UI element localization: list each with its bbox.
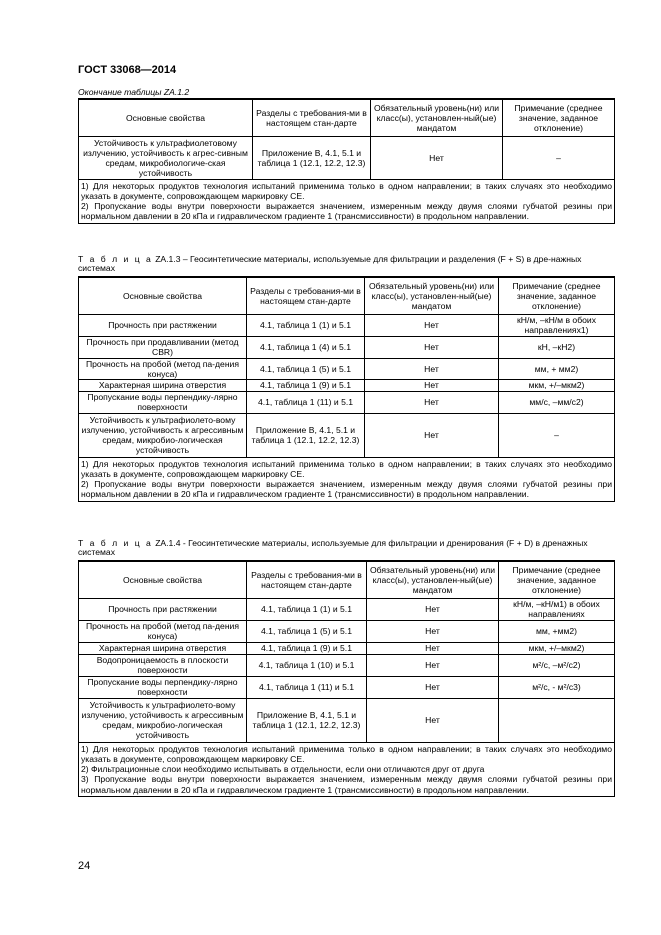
footnote: 2) Фильтрационные слои необходимо испытывать в отдельности, если они отличаются друг от друга xyxy=(81,764,485,775)
cell: Нет xyxy=(365,336,499,358)
page-number: 24 xyxy=(78,860,91,872)
table-notes xyxy=(79,457,615,501)
cell: Нет xyxy=(365,379,499,391)
cell: 4.1, таблица 1 (9) и 5.1 xyxy=(247,642,367,654)
caption-prefix: Т а б л и ц а xyxy=(78,254,153,264)
cell: Прочность на пробой (метод па-дения конуса) xyxy=(79,620,247,642)
cell: Устойчивость к ультрафиолето-вому излучению, устойчивость к агрессивным средам, микробио-логическая устойчивость xyxy=(79,698,247,742)
footnote: 2) Пропускание воды внутри поверхности выражается значением, измеренным между двумя слоями губчатой резины при нормальном давлении в 20 кПа и гидравлическом градиенте 1 (трансмиссивности) в продольном направлении. xyxy=(81,479,612,500)
cell: 4.1, таблица 1 (1) и 5.1 xyxy=(247,314,365,336)
cell: Приложение B, 4.1, 5.1 и таблица 1 (12.1, 12.2, 12.3) xyxy=(247,413,365,457)
cell: Пропускание воды перпендику-лярно поверхности xyxy=(79,391,247,413)
footnote: 1) Для некоторых продуктов технология испытаний применима только в одном направлении; в таких случаях это необходимо указать в документе, сопровождающем маркировку CE. xyxy=(81,743,612,764)
table-notes xyxy=(79,742,615,796)
table-row xyxy=(79,136,615,179)
cell: Приложение B, 4.1, 5.1 и таблица 1 (12.1, 12.2, 12.3) xyxy=(247,698,367,742)
cell: м²/с, –м²/с2) xyxy=(499,654,615,676)
cell: кН, –кН2) xyxy=(499,336,615,358)
table-row xyxy=(79,598,615,620)
table-za12 xyxy=(78,98,615,224)
cell: кН/м, –кН/м в обоих направлениях1) xyxy=(499,314,615,336)
table-row xyxy=(79,379,615,391)
table-za14 xyxy=(78,560,615,797)
cell: Нет xyxy=(367,642,499,654)
header-cell: Разделы с требования-ми в настоящем стан-дарте xyxy=(247,561,367,598)
footnote: 1) Для некоторых продуктов технология испытаний применима только в одном направлении; в таких случаях это необходимо указать в документе, сопровождающем маркировку CE. xyxy=(81,458,612,479)
cell: Нет xyxy=(367,620,499,642)
cell: 4.1, таблица 1 (11) и 5.1 xyxy=(247,391,365,413)
cell: 4.1, таблица 1 (9) и 5.1 xyxy=(247,379,365,391)
cell: м²/с, - м²/с3) xyxy=(499,676,615,698)
header-cell: Основные свойства xyxy=(79,277,247,314)
table-za13-caption xyxy=(78,255,614,273)
header-cell: Примечание (среднее значение, заданное отклонение) xyxy=(499,277,615,314)
cell: 4.1, таблица 1 (10) и 5.1 xyxy=(247,654,367,676)
cell: Пропускание воды перпендику-лярно поверхности xyxy=(79,676,247,698)
table-za13 xyxy=(78,276,615,502)
cell: 4.1, таблица 1 (5) и 5.1 xyxy=(247,620,367,642)
table-row xyxy=(79,698,615,742)
cell xyxy=(499,698,615,742)
cell: Нет xyxy=(367,676,499,698)
cell: Нет xyxy=(365,413,499,457)
header-cell: Основные свойства xyxy=(79,561,247,598)
cell: 4.1, таблица 1 (11) и 5.1 xyxy=(247,676,367,698)
cell: мкм, +/–мкм2) xyxy=(499,379,615,391)
cell: Прочность на пробой (метод па-дения конуса) xyxy=(79,358,247,379)
footnote: 1) Для некоторых продуктов технология испытаний применима только в одном направлении; в таких случаях это необходимо указать в документе, сопровождающем маркировку CE. xyxy=(81,180,612,201)
cell: Устойчивость к ультрафиолетовому излучению, устойчивость к агрес-сивным средам, микробиологиче-ская устойчивость xyxy=(79,136,253,179)
table-row xyxy=(79,620,615,642)
cell: мм, +мм2) xyxy=(499,620,615,642)
table-row xyxy=(79,413,615,457)
footnote: 2) Пропускание воды внутри поверхности выражается значением, измеренным между двумя слоями губчатой резины при нормальном давлении в 20 кПа и гидравлическом градиенте 1 (трансмиссивности) в продольном направлении. xyxy=(81,201,612,222)
header-cell: Разделы с требования-ми в настоящем стан-дарте xyxy=(253,99,371,136)
cell: Нет xyxy=(367,598,499,620)
cell: Нет xyxy=(367,654,499,676)
cell: Прочность при растяжении xyxy=(79,314,247,336)
standard-header: ГОСТ 33068—2014 xyxy=(78,64,177,76)
cell: Нет xyxy=(365,314,499,336)
cell: 4.1, таблица 1 (5) и 5.1 xyxy=(247,358,365,379)
cell: 4.1, таблица 1 (1) и 5.1 xyxy=(247,598,367,620)
table-row xyxy=(79,391,615,413)
cell: мм, + мм2) xyxy=(499,358,615,379)
caption-text: ZA.1.3 – Геосинтетические материалы, используемые для фильтрации и разделения (F + S) в дре-нажных системах xyxy=(78,254,582,273)
table-row xyxy=(79,314,615,336)
cell: Нет xyxy=(367,698,499,742)
cell: Устойчивость к ультрафиолето-вому излучению, устойчивость к агрессивным средам, микробио-логическая устойчивость xyxy=(79,413,247,457)
header-cell: Примечание (среднее значение, заданное отклонение) xyxy=(499,561,615,598)
table-row xyxy=(79,642,615,654)
cell: мкм, +/–мкм2) xyxy=(499,642,615,654)
header-cell: Основные свойства xyxy=(79,99,253,136)
table-row xyxy=(79,358,615,379)
cell: Прочность при продавливании (метод CBR) xyxy=(79,336,247,358)
cell: Характерная ширина отверстия xyxy=(79,642,247,654)
table-row xyxy=(79,676,615,698)
cell: Водопроницаемость в плоскости поверхности xyxy=(79,654,247,676)
table-row xyxy=(79,654,615,676)
cell: Нет xyxy=(371,136,503,179)
footnote: 3) Пропускание воды внутри поверхности выражается значением, измеренным между двумя слоями губчатой резины при нормальном давлении в 20 кПа и гидравлическом градиенте 1 (трансмиссивности) в продольном направлении. xyxy=(81,774,612,795)
cell: мм/с, –мм/с2) xyxy=(499,391,615,413)
header-cell: Обязательный уровень(ни) или класс(ы), установлен-ный(ые) мандатом xyxy=(367,561,499,598)
header-cell: Примечание (среднее значение, заданное отклонение) xyxy=(503,99,615,136)
table-za14-caption xyxy=(78,539,614,557)
table-row xyxy=(79,336,615,358)
cell: Нет xyxy=(365,391,499,413)
table-notes xyxy=(79,179,615,223)
caption-text: ZA.1.4 - Геосинтетические материалы, используемые для фильтрации и дренирования (F + D) в дренажных системах xyxy=(78,538,588,557)
header-cell: Обязательный уровень(ни) или класс(ы), установлен-ный(ые) мандатом xyxy=(365,277,499,314)
caption-prefix: Т а б л и ц а xyxy=(78,538,153,548)
cell: Прочность при растяжении xyxy=(79,598,247,620)
cell: – xyxy=(503,136,615,179)
table-za12-caption: Окончание таблицы ZA.1.2 xyxy=(78,87,190,97)
header-cell: Обязательный уровень(ни) или класс(ы), установлен-ный(ые) мандатом xyxy=(371,99,503,136)
cell: Нет xyxy=(365,358,499,379)
cell: – xyxy=(499,413,615,457)
cell: Приложение B, 4.1, 5.1 и таблица 1 (12.1, 12.2, 12.3) xyxy=(253,136,371,179)
cell: кН/м, –кН/м1) в обоих направлениях xyxy=(499,598,615,620)
header-cell: Разделы с требования-ми в настоящем стан-дарте xyxy=(247,277,365,314)
cell: 4.1, таблица 1 (4) и 5.1 xyxy=(247,336,365,358)
cell: Характерная ширина отверстия xyxy=(79,379,247,391)
